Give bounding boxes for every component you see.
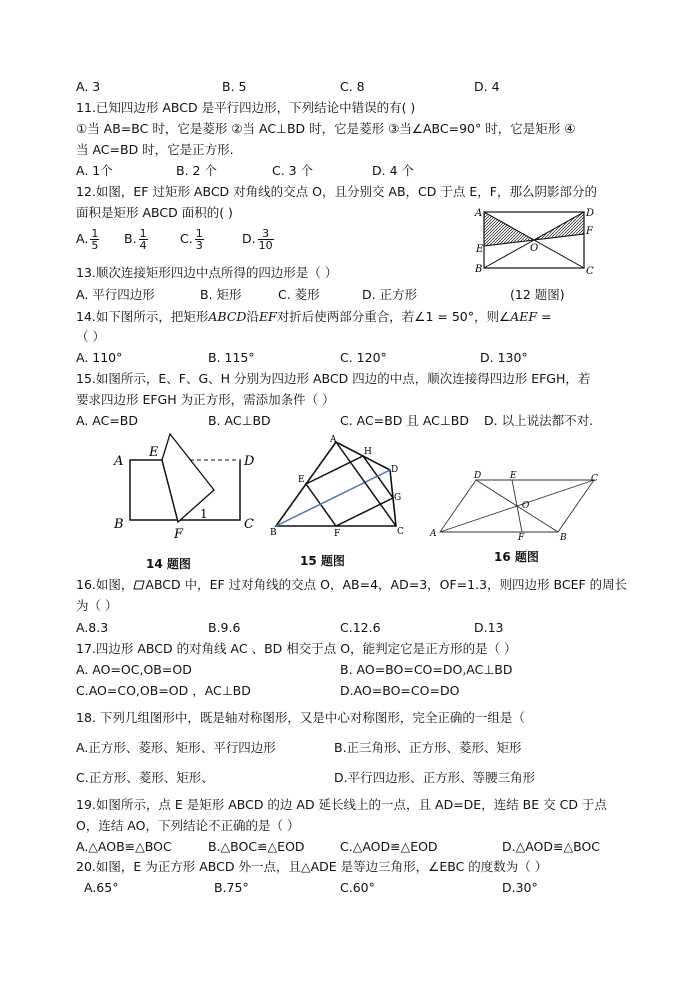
fig15-label-d: D <box>391 465 399 475</box>
q20-option-b: B.75° <box>214 880 249 895</box>
fig16-label-a: A <box>430 529 437 539</box>
q12-option-a: A. $\frac{1}{5}$ <box>76 227 99 252</box>
figure-12-caption: (12 题图) <box>510 287 565 302</box>
fig12-label-c: C <box>586 266 594 277</box>
q18-option-c: C.正方形、菱形、矩形、 <box>76 770 214 785</box>
q20-stem: 20.如图，E 为正方形 ABCD 外一点，且△ADE 是等边三角形，∠EBC 的度数为（ ） <box>76 859 548 874</box>
fig16-label-d: D <box>474 471 482 481</box>
q19-option-a: A.△AOB≌△BOC <box>76 839 172 854</box>
fig15-quadrilateral-abcd <box>276 442 399 526</box>
fig15-label-h: H <box>364 447 372 457</box>
q19-option-d: D.△AOD≌△BOC <box>502 839 601 854</box>
figure-14-caption: 14 题图 <box>146 557 191 571</box>
q12-line2: 面积是矩形 ABCD 面积的( ) <box>76 205 233 220</box>
q13-option-b: B. 矩形 <box>200 287 242 302</box>
q14-stem: 14.如下图所示，把矩形ABCD沿EF对折后使两部分重合，若∠1 = 50°，则∠AEF = <box>76 309 552 324</box>
fig15-label-b: B <box>270 528 277 538</box>
q13-option-d: D. 正方形 <box>362 287 418 302</box>
fig15-label-e: E <box>298 475 305 485</box>
q20-option-c: C.60° <box>340 880 375 895</box>
q17-option-c: C.AO=CO,OB=OD ，AC⊥BD <box>76 683 251 698</box>
q11-option-b: B. 2 个 <box>176 163 217 178</box>
fig12-shaded-right <box>534 212 584 240</box>
q15-option-b: B. AC⊥BD <box>208 413 271 428</box>
q11-line2: ①当 AB=BC 时，它是菱形 ②当 AC⊥BD 时，它是菱形 ③当∠ABC=90° 时，它是矩形 ④ <box>76 121 576 136</box>
q17-option-a: A. AO=OC,OB=OD <box>76 662 192 677</box>
fig14-label-e: E <box>149 445 159 460</box>
fig16-label-b: B <box>560 533 567 540</box>
fig12-label-f: F <box>586 226 593 237</box>
q12-option-c: C. $\frac{1}{3}$ <box>180 227 203 252</box>
q19-line2: O，连结 AO，下列结论不正确的是（ ） <box>76 818 300 833</box>
q11-option-d: D. 4 个 <box>372 163 414 178</box>
q15-line2: 要求四边形 EFGH 为正方形，需添加条件（ ） <box>76 392 335 407</box>
figure-12 <box>474 204 594 278</box>
fig14-label-c: C <box>244 517 254 532</box>
q14-line2: （ ） <box>76 329 105 344</box>
parallelogram-icon <box>133 580 145 590</box>
q17-option-d: D.AO=BO=CO=DO <box>340 683 460 698</box>
q13-option-c: C. 菱形 <box>278 287 320 302</box>
fig12-label-b: B <box>475 264 483 275</box>
fig16-segment-ef <box>512 480 522 532</box>
q11-option-a: A. 1个 <box>76 163 113 178</box>
figure-16 <box>428 470 608 540</box>
q14-option-a: A. 110° <box>76 350 123 365</box>
q17-option-b: B. AO=BO=CO=DO,AC⊥BD <box>340 662 513 677</box>
q16-line2: 为（ ） <box>76 598 118 613</box>
fig12-label-a: A <box>475 208 483 219</box>
fig16-label-f: F <box>518 533 525 540</box>
fig16-label-e: E <box>510 471 517 481</box>
fig15-label-c: C <box>397 527 404 537</box>
q10-option-d: D. 4 <box>474 79 500 94</box>
q10-option-b: B. 5 <box>222 79 247 94</box>
q18-option-b: B.正三角形、正方形、菱形、矩形 <box>334 740 522 755</box>
q14-option-d: D. 130° <box>480 350 528 365</box>
figure-14 <box>108 432 270 552</box>
q18-option-a: A.正方形、菱形、矩形、平行四边形 <box>76 740 276 755</box>
fig14-label-angle-1: 1 <box>200 507 208 521</box>
fig12-label-e: E <box>476 244 484 255</box>
q16-option-c: C.12.6 <box>340 620 381 635</box>
fig14-label-f: F <box>174 527 184 542</box>
q15-option-d: D. 以上说法都不对. <box>484 413 594 428</box>
fig12-label-d: D <box>586 208 594 219</box>
q10-option-c: C. 8 <box>340 79 365 94</box>
fig15-label-g: G <box>394 493 402 503</box>
q16-option-d: D.13 <box>474 620 504 635</box>
q18-option-d: D.平行四边形、正方形、等腰三角形 <box>334 770 536 785</box>
fig15-label-a: A <box>330 435 337 445</box>
q16-option-b: B.9.6 <box>208 620 241 635</box>
q15-line1: 15.如图所示，E、F、G、H 分别为四边形 ABCD 四边的中点，顺次连接得四边形 EFGH，若 <box>76 371 591 386</box>
q11-stem: 11.已知四边形 ABCD 是平行四边形，下列结论中错误的有( ) <box>76 100 416 115</box>
q11-line3: 当 AC=BD 时，它是正方形. <box>76 142 234 157</box>
q15-option-a: A. AC=BD <box>76 413 139 428</box>
fig15-label-f: F <box>334 529 341 539</box>
fig14-label-b: B <box>114 517 124 532</box>
fig15-diagonal-bd <box>276 470 390 526</box>
figure-15-caption: 15 题图 <box>300 554 345 568</box>
q10-option-a: A. 3 <box>76 79 101 94</box>
fig16-label-o: O <box>522 501 530 511</box>
fig12-label-o: O <box>530 243 539 254</box>
q12-option-d: D. $\frac{3}{10}$ <box>242 227 273 252</box>
q16-stem: 16.如图， ABCD 中，EF 过对角线的交点 O，AB=4，AD=3，OF=1.3，则四边形 BCEF 的周长 <box>76 577 628 592</box>
q12-line1: 12.如图，EF 过矩形 ABCD 对角线的交点 O，且分别交 AB，CD 于点 E，F，那么阴影部分的 <box>76 184 597 199</box>
q15-option-c: C. AC=BD 且 AC⊥BD <box>340 413 470 428</box>
q11-option-c: C. 3 个 <box>272 163 314 178</box>
q19-option-b: B.△BOC≌△EOD <box>208 839 305 854</box>
fig16-label-c: C <box>591 474 598 484</box>
q19-option-c: C.△AOD≌△EOD <box>340 839 438 854</box>
fig14-label-a: A <box>114 454 124 469</box>
q16-option-a: A.8.3 <box>76 620 109 635</box>
figure-16-caption: 16 题图 <box>494 550 539 564</box>
q19-line1: 19.如图所示，点 E 是矩形 ABCD 的边 AD 延长线上的一点，且 AD=DE，连结 BE 交 CD 于点 <box>76 797 607 812</box>
q17-stem: 17.四边形 ABCD 的对角线 AC 、BD 相交于点 O，能判定它是正方形的是（ ） <box>76 641 517 656</box>
fig12-shaded-left <box>484 212 534 246</box>
q20-option-a: A.65° <box>84 880 119 895</box>
q14-option-b: B. 115° <box>208 350 255 365</box>
q13-stem: 13.顺次连接矩形四边中点所得的四边形是（ ） <box>76 265 338 280</box>
q14-option-c: C. 120° <box>340 350 387 365</box>
q13-option-a: A. 平行四边形 <box>76 287 155 302</box>
fig14-label-d: D <box>244 454 255 469</box>
q12-option-b: B. $\frac{1}{4}$ <box>124 227 147 252</box>
q18-stem: 18. 下列几组图形中，既是轴对称图形，又是中心对称图形，完全正确的一组是（ <box>76 710 525 725</box>
q20-option-d: D.30° <box>502 880 538 895</box>
figure-15 <box>270 434 414 542</box>
